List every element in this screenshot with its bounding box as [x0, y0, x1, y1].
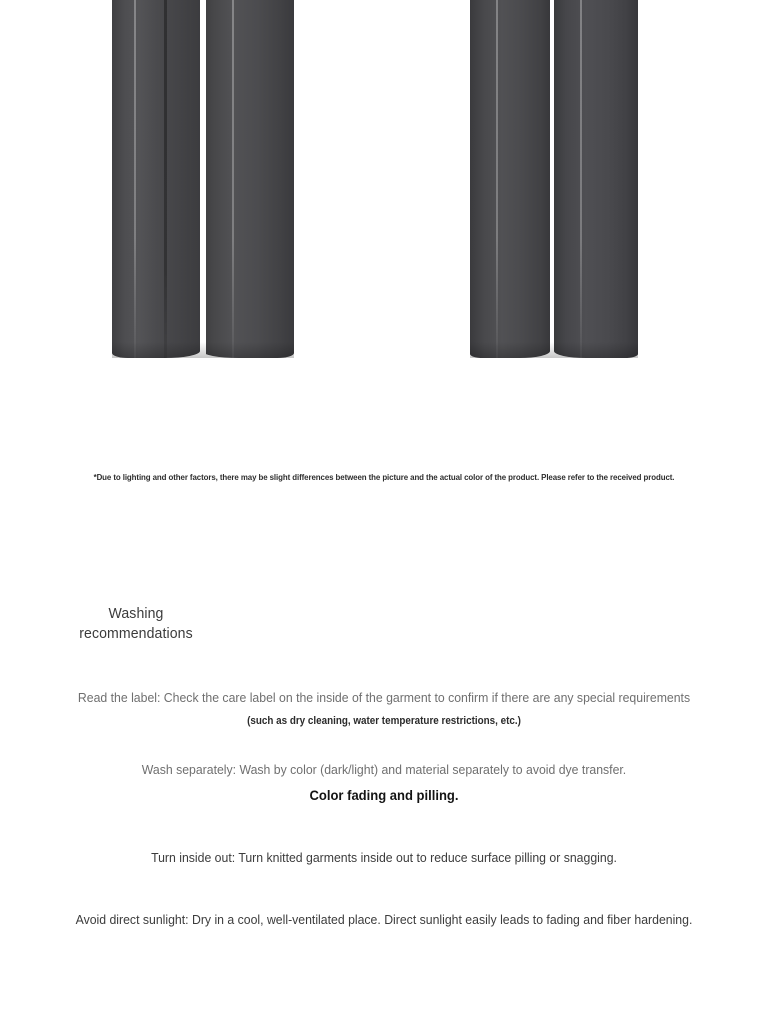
product-gallery: [0, 0, 768, 440]
crease-highlight: [580, 0, 582, 358]
care-primary-text: Turn inside out: Turn knitted garments inside out to reduce surface pilling or snagging.: [151, 850, 617, 865]
care-sub-text: (such as dry cleaning, water temperature restrictions, etc.): [247, 715, 521, 727]
product-photo-front[interactable]: [112, 0, 294, 358]
centre-split: [550, 0, 554, 358]
care-primary-text: Avoid direct sunlight: Dry in a cool, well-ventilated place. Direct sunlight easily leads to fading and fiber hardening.: [75, 912, 693, 927]
seam-shadow: [164, 0, 167, 358]
care-item: [0, 758, 768, 808]
care-item: [0, 686, 768, 732]
care-sub-text: Color fading and pilling.: [309, 787, 459, 803]
spacer: [0, 870, 768, 908]
care-instruction-list: [0, 686, 768, 932]
centre-split: [200, 0, 206, 358]
crease-highlight: [134, 0, 136, 358]
care-item: [0, 846, 768, 870]
care-primary-text: Read the label: Check the care label on the inside of the garment to confirm if there are any special requirements: [77, 690, 691, 705]
washing-recommendations-heading: [61, 604, 211, 644]
trouser-leg-left: [470, 0, 550, 358]
spacer: [0, 808, 768, 846]
crease-highlight: [232, 0, 234, 358]
heading-line-1: Washing: [108, 605, 164, 622]
crease-highlight: [496, 0, 498, 358]
trouser-leg-right: [554, 0, 638, 358]
care-item: [0, 908, 768, 932]
color-disclaimer: *Due to lighting and other factors, there may be slight differences between the picture and the actual color of the product. Please refer to the received product.: [93, 472, 675, 482]
trouser-leg-left: [112, 0, 200, 358]
care-primary-text: Wash separately: Wash by color (dark/light) and material separately to avoid dye transfer.: [141, 762, 627, 777]
trouser-leg-right: [202, 0, 294, 358]
spacer: [0, 732, 768, 758]
product-photo-back[interactable]: [470, 0, 638, 358]
heading-line-2: recommendations: [79, 625, 193, 642]
